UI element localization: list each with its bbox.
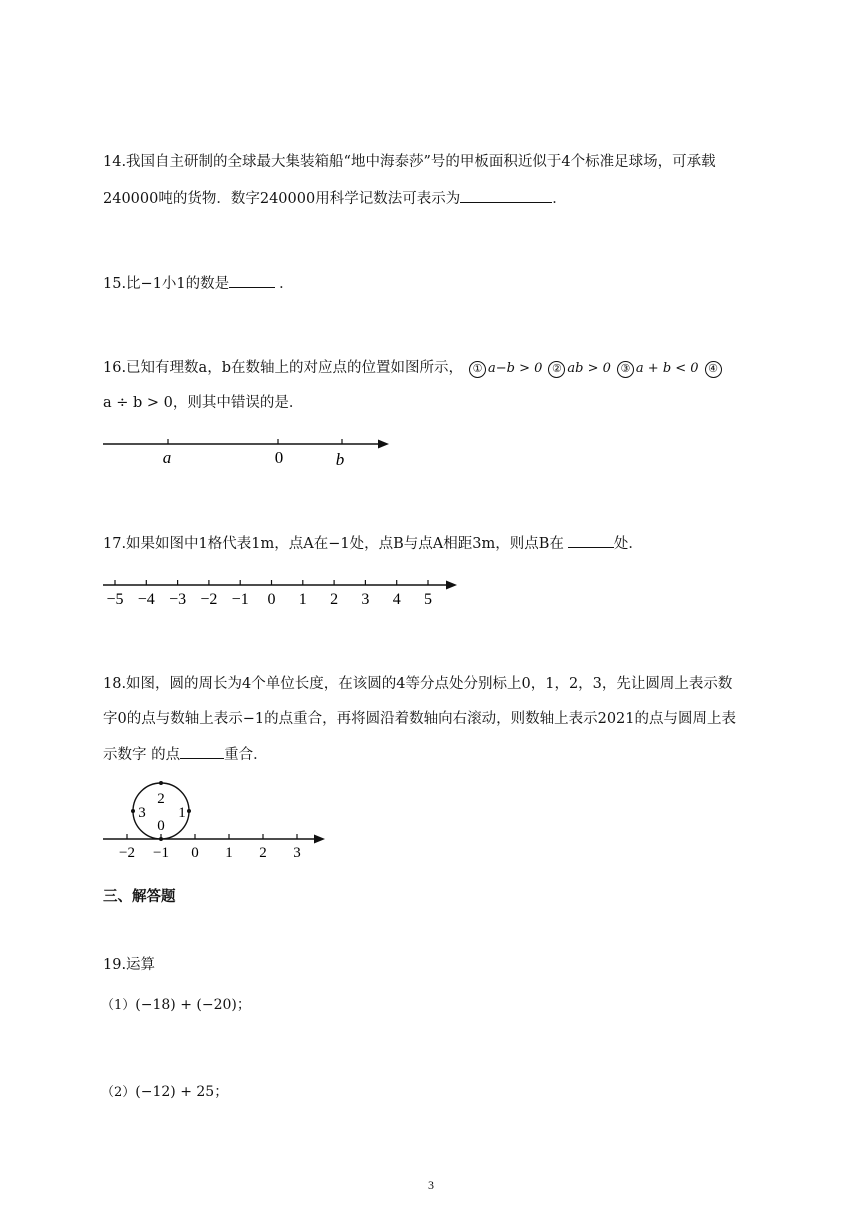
- q17-labels-label: −5: [106, 591, 124, 608]
- q17-labels-label: 2: [330, 591, 339, 608]
- q16-label-0: 0: [274, 448, 284, 467]
- q14-text-line2: 240000吨的货物．数字240000用科学记数法可表示为: [103, 191, 461, 207]
- q16-expr-2: ab > 0: [567, 361, 611, 376]
- q17-end: 处．: [613, 536, 643, 552]
- q17-labels-label: −4: [137, 591, 155, 608]
- q17-text: 17.如果如图中1格代表1m，点A在−1处，点B与点A相距3m，则点B在: [103, 536, 564, 552]
- q19-part1: [101, 995, 251, 1016]
- q16-expr-3: a + b < 0: [635, 361, 699, 376]
- q15-end: ．: [279, 276, 294, 292]
- q19-part2-expression: (−12) + 25；: [135, 1084, 229, 1100]
- q18-point-left: [131, 809, 135, 813]
- q18-point-right: [187, 809, 191, 813]
- q17-labels-label: −3: [169, 591, 187, 608]
- q17-labels-label: 1: [298, 591, 307, 608]
- q17-labels-label: 5: [424, 591, 432, 608]
- q18-axis-arrow: [314, 835, 325, 844]
- q17-labels-label: 0: [267, 591, 276, 608]
- section-heading: 三、解答题: [103, 889, 176, 905]
- q19-part1-expression: (−18) + (−20)；: [135, 997, 251, 1013]
- q19-title: [103, 955, 155, 975]
- q18-circle-label-0: 0: [157, 818, 165, 834]
- q18-text-line3a: 示数字 的点: [103, 747, 181, 763]
- q18-text-line2: 字0的点与数轴上表示−1的点重合，再将圆沿着数轴向右滚动，则数轴上表示2021的点与圆周上表: [103, 711, 736, 727]
- q18-labels-label: 3: [293, 845, 301, 861]
- q14-text-line1: 14.我国自主研制的全球最大集装箱船“地中海泰莎”号的甲板面积近似于4个标准足球场，可承载: [103, 154, 716, 170]
- q16-circled-3: ③: [617, 361, 634, 378]
- q18-text-line3b: 重合．: [224, 747, 268, 763]
- q14-end: ．: [552, 191, 567, 207]
- q17-labels-label: 3: [361, 591, 370, 608]
- q17-labels-label: −1: [231, 591, 249, 608]
- q18-labels-label: 1: [225, 845, 233, 861]
- q18-labels-label: −2: [119, 845, 135, 861]
- q18-labels-label: 0: [191, 845, 199, 861]
- q19-title-text: 19.运算: [103, 957, 156, 973]
- q16-label-b: b: [335, 450, 345, 469]
- q16-circled-4: ④: [705, 361, 722, 378]
- q16-circled-1: ①: [469, 361, 486, 378]
- page-number: 3: [428, 1178, 434, 1192]
- q18-circle-label-1: 1: [178, 805, 186, 821]
- q17-labels-label: −2: [200, 591, 218, 608]
- q18-point-top: [159, 781, 163, 785]
- q18-text-line1: 18.如图，圆的周长为4个单位长度，在该圆的4等分点处分别标上0，1，2，3，先让圆周上表示数: [103, 676, 733, 692]
- q17-labels-label: 4: [392, 591, 401, 608]
- q16-circled-2: ②: [548, 361, 565, 378]
- q15-text: 15.比−1小1的数是: [103, 276, 230, 292]
- q16-intro: 16.已知有理数a，b在数轴上的对应点的位置如图所示，: [103, 360, 463, 376]
- q16-label-a: a: [162, 448, 172, 467]
- q18-labels-label: −1: [153, 845, 169, 861]
- q19-part2-number: （2）: [101, 1085, 136, 1100]
- q18-labels-label: 2: [259, 845, 267, 861]
- q18-label-group: [119, 845, 301, 861]
- q19-part2: [101, 1082, 228, 1103]
- q16-text-line2: a ÷ b > 0，则其中错误的是．: [103, 395, 304, 411]
- q18-circle-label-3: 3: [138, 805, 146, 821]
- q16-expr-1: a−b > 0: [488, 361, 543, 376]
- q19-part1-number: （1）: [101, 998, 136, 1013]
- q18-circle-label-2: 2: [157, 791, 165, 807]
